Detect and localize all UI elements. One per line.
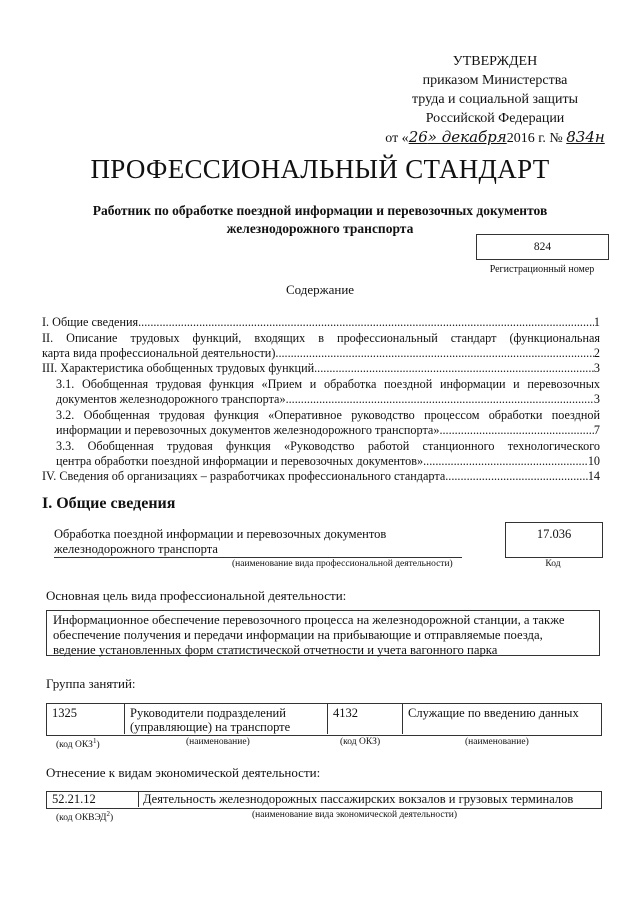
toc-item[interactable] [42, 468, 600, 484]
toc-leader-dots [439, 422, 593, 438]
okved-name-cell: Деятельность железнодорожных пассажирских вокзалов и грузовых терминалов [143, 792, 574, 806]
table-divider [327, 703, 328, 734]
table-divider [138, 791, 139, 807]
toc-page-number: 10 [587, 454, 600, 468]
toc-leader-dots [314, 360, 594, 376]
subtitle-line: железнодорожного транспорта [226, 221, 414, 236]
occupation-name-cell: Служащие по введению данных [408, 706, 579, 720]
date-day-handwritten: 26 [408, 128, 428, 146]
toc-leader-dots [275, 345, 594, 361]
date-year: 2016 г. № [506, 131, 563, 146]
approval-status: УТВЕРЖДЕН [452, 54, 538, 69]
activity-name-line: Обработка поездной информации и перевозочных документов [54, 527, 387, 541]
toc-item-text: центра обработки поездной информации и перевозочных документов» [56, 454, 424, 468]
toc-item-text: карта вида профессиональной деятельности) [42, 346, 276, 360]
toc-leader-dots [423, 453, 588, 469]
approval-line: Российской Федерации [425, 111, 565, 126]
okz-code-cell: 1325 [52, 706, 77, 720]
toc-item[interactable] [42, 360, 600, 376]
footnote-marker[interactable]: 2 [106, 810, 110, 818]
caption-text: ) [109, 813, 114, 824]
activity-name [54, 527, 462, 558]
section-heading: I. Общие сведения [42, 495, 176, 512]
activity-caption: (наименование вида профессиональной деятельности) [232, 559, 453, 569]
toc-item[interactable] [56, 422, 600, 438]
toc-page-number: 3 [593, 361, 600, 375]
table-divider [124, 703, 125, 734]
registration-number-box: 824 [476, 234, 609, 260]
okved-name-caption: (наименование вида экономической деятельности) [252, 810, 457, 820]
toc-item[interactable] [56, 391, 600, 407]
activity-code-box: 17.036 [505, 522, 603, 558]
occupation-group-label: Группа занятий: [46, 676, 136, 691]
toc-item[interactable] [42, 314, 600, 330]
toc-page-number: 1 [593, 315, 600, 329]
economy-activity-label: Отнесение к видам экономической деятельности: [46, 765, 321, 780]
toc-leader-dots [138, 314, 594, 330]
goal-text-line: Информационное обеспечение перевозочного процесса на железнодорожной станции, а также [53, 613, 565, 627]
approval-date-line [380, 128, 610, 148]
subtitle-line: Работник по обработке поездной информации и перевозочных документов [92, 203, 548, 218]
okz-code-caption [56, 737, 100, 750]
toc-item[interactable] [56, 453, 600, 469]
approval-block [380, 52, 610, 148]
caption-text: (код ОКВЭД [56, 813, 107, 824]
approval-line: приказом Министерства [422, 73, 568, 88]
toc-item-text: IV. Сведения об организациях – разработчиках профессионального стандарта [42, 469, 446, 483]
toc-item-text: 3.3. Обобщенная трудовая функция «Руководство работой станционного технологического [56, 439, 600, 453]
toc-page-number: 7 [593, 423, 600, 437]
activity-name-line: железнодорожного транспорта [54, 542, 462, 558]
toc-item-text: информации и перевозочных документов железнодорожного транспорта» [56, 423, 440, 437]
toc-item-text: I. Общие сведения [42, 315, 139, 329]
okz-code-cell: 4132 [333, 706, 358, 720]
toc-page-number: 14 [587, 469, 600, 483]
approval-line: труда и социальной защиты [412, 92, 578, 107]
table-divider [402, 703, 403, 734]
toc-item[interactable] [42, 345, 600, 361]
goal-box [46, 610, 600, 656]
occupation-name-cell [130, 706, 325, 734]
toc-item-text: 3.2. Обобщенная трудовая функция «Оперативное руководство процессом обработки поездной [56, 408, 600, 422]
goal-text-line: ведение установленных форм статистической отчетности и учета вагонного парка [53, 643, 498, 657]
order-number-handwritten: 834н [566, 128, 605, 146]
activity-code-label: Код [545, 559, 561, 569]
date-prefix: от « [385, 131, 409, 146]
caption-text: ) [96, 740, 100, 751]
footnote-marker[interactable]: 1 [92, 737, 97, 745]
registration-number-label: Регистрационный номер [489, 264, 595, 275]
toc-item-text: документов железнодорожного транспорта» [56, 392, 286, 406]
name-caption: (наименование) [186, 737, 250, 747]
occupation-name-line: Руководители подразделений [130, 706, 286, 720]
toc-leader-dots [286, 391, 594, 407]
goal-label: Основная цель вида профессиональной деятельности: [46, 588, 347, 603]
toc-page-number: 3 [593, 392, 600, 406]
name-caption: (наименование) [465, 737, 529, 747]
toc-leader-dots [445, 468, 588, 484]
toc-item-text: III. Характеристика обобщенных трудовых функций [42, 361, 315, 375]
okved-code-caption [56, 810, 113, 823]
toc-page-number: 2 [593, 346, 600, 360]
date-month-handwritten: » декабря [427, 128, 507, 146]
toc-item-text: 3.1. Обобщенная трудовая функция «Прием и обработка поездной информации и перевозочных [56, 377, 600, 391]
occupation-name-line: (управляющие) на транспорте [130, 720, 291, 734]
contents-title: Содержание [285, 282, 355, 297]
okz-code-caption: (код ОКЗ) [340, 737, 381, 747]
document-title: ПРОФЕССИОНАЛЬНЫЙ СТАНДАРТ [90, 154, 550, 184]
document-subtitle [40, 202, 600, 238]
goal-text-line: обеспечение получения и передачи информации на прибывающие и отправляемые поезда, [53, 628, 543, 642]
toc-item-text: II. Описание трудовых функций, входящих в профессиональный стандарт (функциональная [42, 331, 600, 345]
caption-text: (код ОКЗ [56, 740, 93, 751]
okved-code-cell: 52.21.12 [52, 792, 96, 806]
